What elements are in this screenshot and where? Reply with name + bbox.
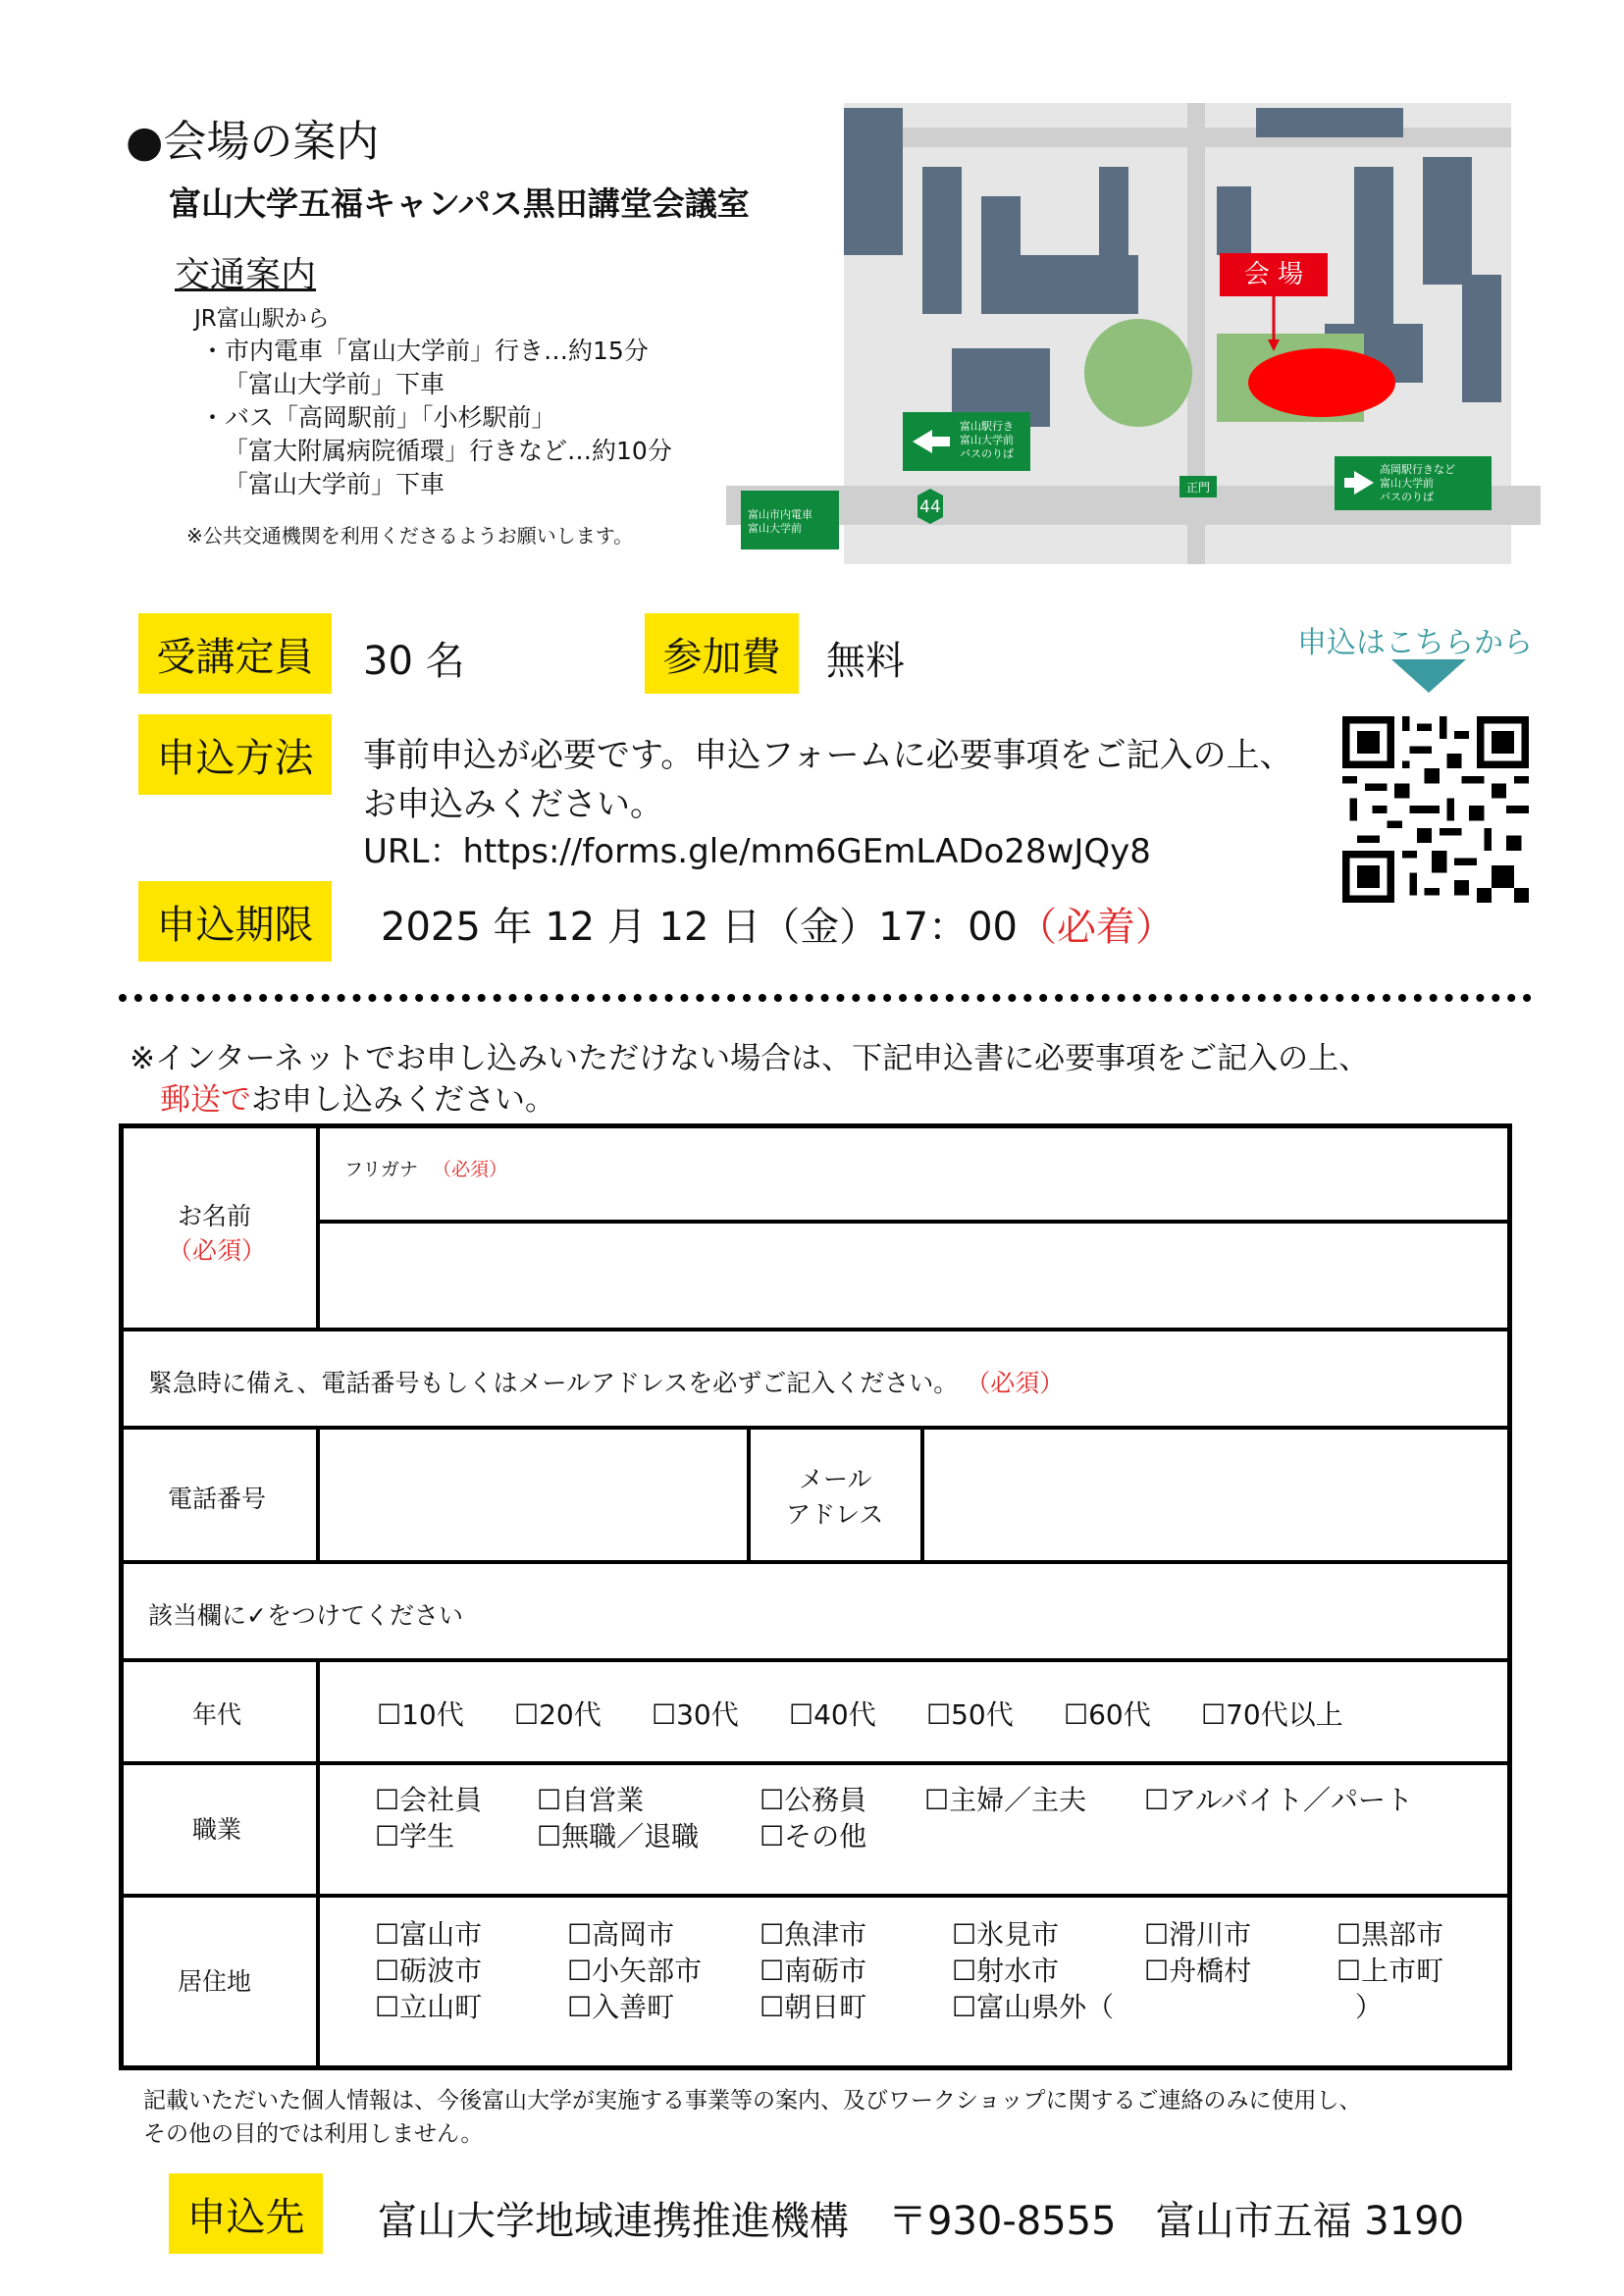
age-option[interactable]: ☐70代以上 (1201, 1698, 1343, 1731)
down-arrow-icon (1391, 659, 1466, 693)
emergency-text: 緊急時に備え、電話番号もしくはメールアドレスを必ずご記入ください。 (148, 1369, 959, 1397)
residence-option[interactable]: ☐滑川市 (1144, 1918, 1252, 1951)
job-option[interactable]: ☐学生 (375, 1820, 455, 1852)
venue-name: 富山大学五福キャンパス黒田講堂会議室 (169, 184, 750, 223)
svg-text:44: 44 (919, 497, 941, 517)
check-note: 該当欄に✓をつけてください (148, 1601, 463, 1630)
residence-option[interactable]: ☐黒部市 (1336, 1918, 1444, 1951)
residence-option[interactable]: ☐南砺市 (760, 1955, 867, 1987)
qr-code[interactable] (1342, 716, 1529, 903)
contact-label: 申込先 (169, 2173, 323, 2254)
residence-option[interactable]: ☐立山町 (375, 1991, 483, 2023)
mail-label-2: アドレス (786, 1500, 884, 1529)
transport-line: ・バス「高岡駅前」「小杉駅前」 (200, 403, 556, 432)
name-field[interactable] (320, 1224, 1507, 1328)
svg-text:富山駅行き: 富山駅行き (960, 420, 1014, 433)
transport-note: ※公共交通機関を利用くださるようお願いします。 (186, 524, 634, 548)
svg-text:富山大学前: 富山大学前 (1380, 477, 1434, 490)
job-option[interactable]: ☐無職／退職 (537, 1820, 700, 1852)
emergency-required: （必須） (966, 1369, 1065, 1397)
residence-close-paren: ） (1355, 1991, 1384, 2023)
age-option[interactable]: ☐60代 (1064, 1698, 1151, 1731)
method-line2: お申込みください。 (363, 785, 663, 824)
svg-text:富山大学前: 富山大学前 (960, 434, 1014, 446)
mail-label-1: メール (799, 1465, 872, 1493)
residence-option[interactable]: ☐魚津市 (760, 1918, 867, 1951)
name-required: （必須） (168, 1236, 267, 1265)
age-option[interactable]: ☐40代 (789, 1698, 876, 1731)
capacity-value: 30 名 (363, 639, 465, 684)
job-option[interactable]: ☐会社員 (375, 1784, 483, 1816)
residence-option[interactable]: ☐射水市 (952, 1955, 1060, 1987)
svg-text:高岡駅行きなど: 高岡駅行きなど (1380, 463, 1455, 476)
transport-line: 「富山大学前」下車 (224, 370, 445, 398)
residence-option[interactable]: ☐小矢部市 (567, 1955, 703, 1987)
age-option[interactable]: ☐10代 (377, 1698, 464, 1731)
svg-text:正門: 正門 (1185, 481, 1211, 495)
apply-here-label: 申込はこちらから (1297, 626, 1533, 660)
phone-field[interactable] (320, 1430, 747, 1560)
name-label: お名前 (178, 1202, 252, 1230)
transport-line: 「富大附属病院循環」行きなど…約10分 (224, 437, 672, 465)
job-option[interactable]: ☐アルバイト／パート (1144, 1784, 1414, 1816)
age-label: 年代 (192, 1700, 242, 1729)
job-option[interactable]: ☐公務員 (760, 1784, 867, 1816)
method-label: 申込方法 (138, 714, 332, 795)
job-label: 職業 (192, 1815, 242, 1844)
emergency-note (148, 1364, 1064, 1399)
residence-option[interactable]: ☐上市町 (1336, 1955, 1444, 1987)
residence-option[interactable]: ☐入善町 (567, 1991, 675, 2023)
form-url[interactable]: URL：https://forms.gle/mm6GEmLADo28wJQy8 (363, 832, 1151, 871)
transport-line: ・市内電車「富山大学前」行き…約15分 (200, 337, 649, 365)
email-field[interactable] (924, 1430, 1507, 1560)
venue-heading: ●会場の案内 (126, 117, 380, 167)
fee-value: 無料 (826, 639, 905, 684)
mail-notice-line1: ※インターネットでお申し込みいただけない場合は、下記申込書に必要事項をご記入の上、 (130, 1041, 1370, 1076)
privacy-line1: 記載いただいた個人情報は、今後富山大学が実施する事業等の案内、及びワークショップに関するご連絡のみに使用し、 (143, 2088, 1362, 2113)
svg-text:バスのりば: バスのりば (960, 447, 1014, 460)
residence-option[interactable]: ☐富山県外（ (952, 1991, 1115, 2023)
deadline-note: （必着） (1017, 905, 1175, 950)
age-option[interactable]: ☐30代 (652, 1698, 739, 1731)
age-option[interactable]: ☐20代 (514, 1698, 602, 1731)
furigana-required: （必須） (433, 1159, 508, 1180)
map-venue-label: 会 場 (1243, 260, 1304, 289)
residence-option[interactable]: ☐氷見市 (952, 1918, 1060, 1951)
job-option[interactable]: ☐自営業 (537, 1784, 645, 1816)
job-option[interactable]: ☐その他 (760, 1820, 867, 1852)
residence-label: 居住地 (178, 1967, 252, 1996)
phone-label: 電話番号 (168, 1485, 267, 1513)
residence-option[interactable]: ☐高岡市 (567, 1918, 675, 1951)
residence-option[interactable]: ☐舟橋村 (1144, 1955, 1252, 1987)
deadline-label: 申込期限 (138, 881, 332, 962)
transport-line: 「富山大学前」下車 (224, 470, 445, 498)
mail-notice-rest: お申し込みください。 (251, 1082, 555, 1118)
method-line1: 事前申込が必要です。申込フォームに必要事項をご記入の上、 (363, 736, 1293, 775)
separator (119, 994, 1532, 1002)
mail-notice-line2 (160, 1074, 555, 1119)
campus-map (726, 98, 1541, 564)
transport-from: JR富山駅から (194, 306, 330, 332)
job-option[interactable]: ☐主婦／主夫 (924, 1784, 1087, 1816)
deadline-date: 2025 年 12 月 12 日（金）17：00 (381, 905, 1018, 950)
residence-option[interactable]: ☐富山市 (375, 1918, 483, 1951)
furigana-field[interactable] (320, 1128, 1507, 1220)
privacy-line2: その他の目的では利用しません。 (143, 2121, 484, 2147)
contact-text: 富山大学地域連携推進機構 〒930-8555 富山市五福 3190 (378, 2199, 1465, 2244)
age-option[interactable]: ☐50代 (926, 1698, 1014, 1731)
transport-title: 交通案内 (175, 255, 317, 295)
capacity-label: 受講定員 (138, 613, 332, 694)
svg-text:富山市内電車: 富山市内電車 (748, 508, 812, 521)
application-form (119, 1123, 1512, 2070)
deadline-value (381, 896, 1175, 952)
residence-option[interactable]: ☐朝日町 (760, 1991, 867, 2023)
furigana-label: フリガナ (344, 1159, 419, 1180)
fee-label: 参加費 (645, 613, 799, 694)
svg-text:富山大学前: 富山大学前 (748, 522, 802, 535)
mail-notice-red: 郵送で (160, 1082, 251, 1118)
svg-text:バスのりば: バスのりば (1380, 491, 1434, 503)
residence-option[interactable]: ☐砺波市 (375, 1955, 483, 1987)
